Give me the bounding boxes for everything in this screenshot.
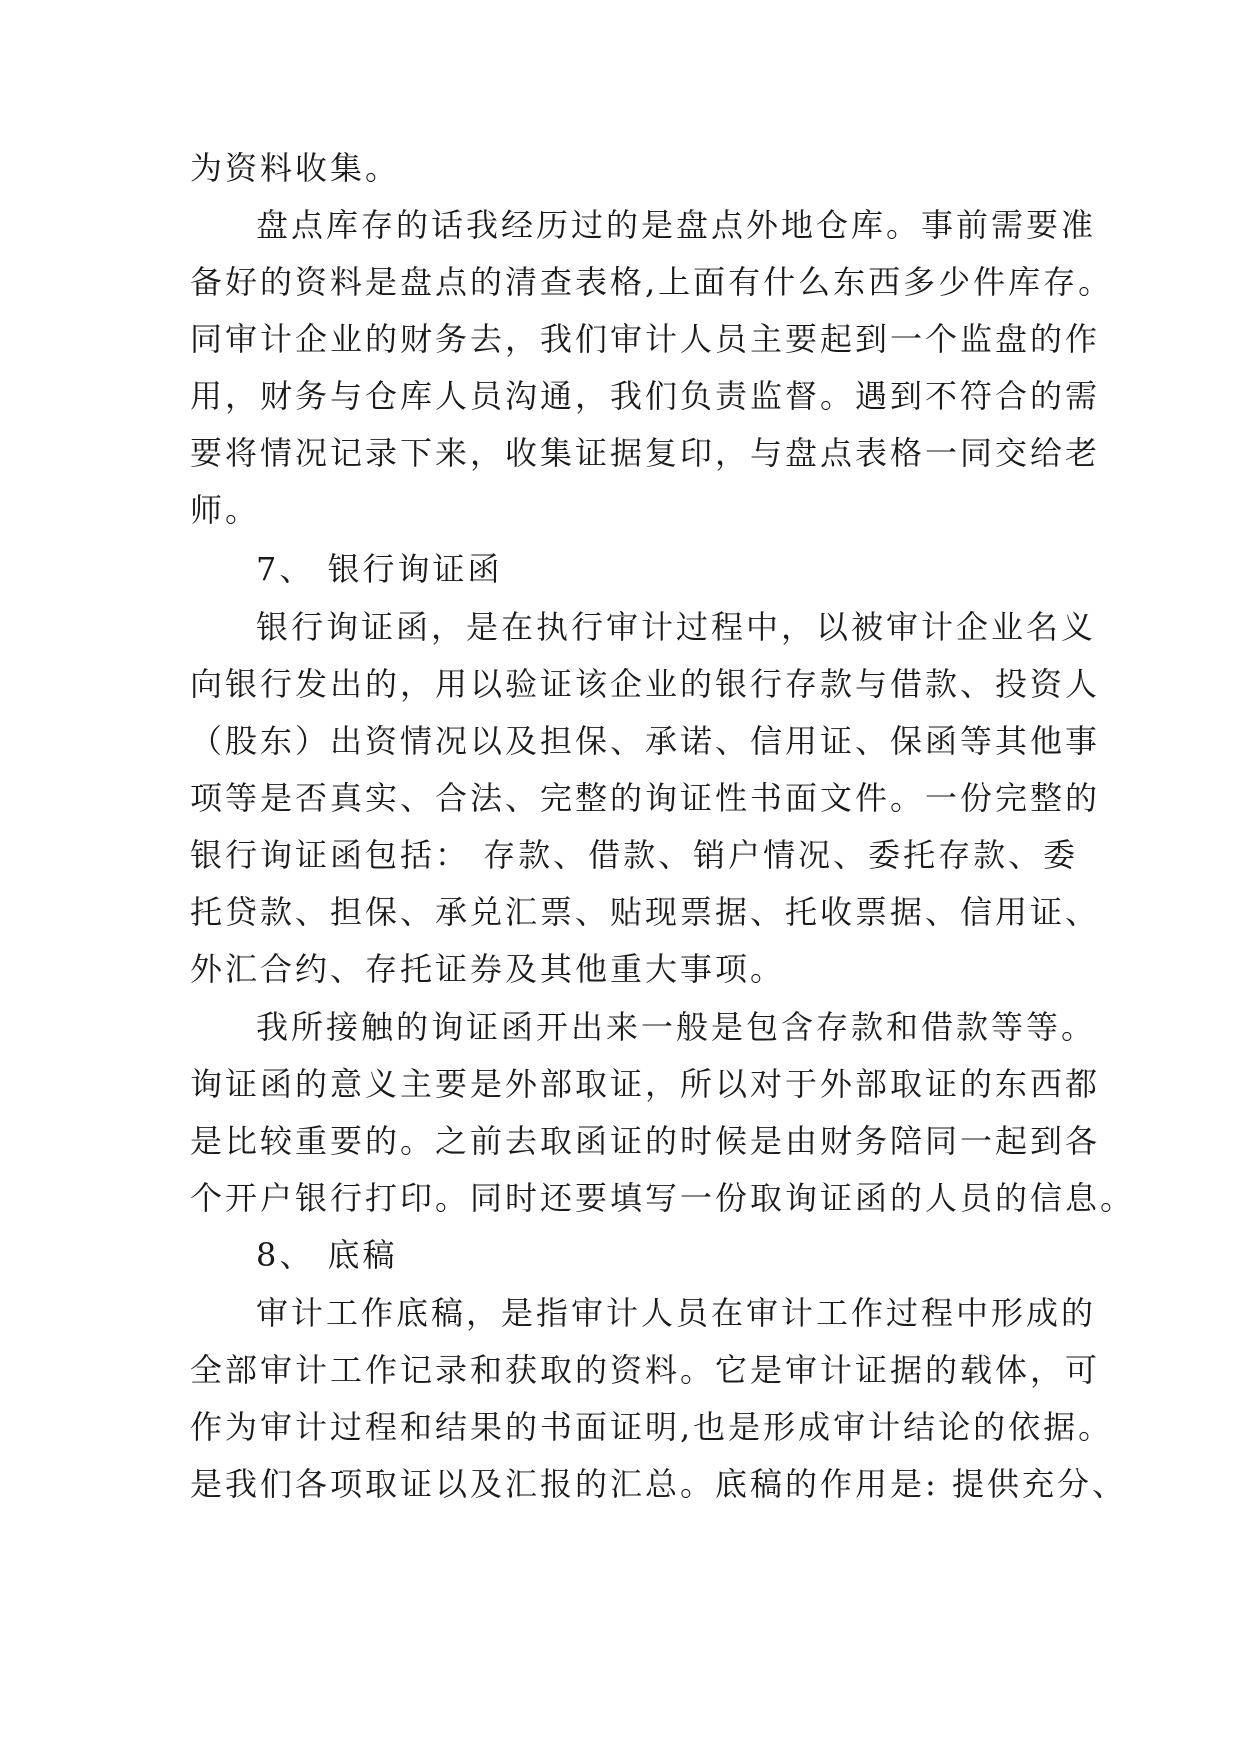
- text-line: 作为审计过程和结果的书面证明,也是形成审计结论的依据。: [190, 1408, 1114, 1446]
- text-line: 个开户银行打印。同时还要填写一份取询证函的人员的信息。: [190, 1179, 1136, 1217]
- paragraph-start: 我所接触的询证函开出来一般是包含存款和借款等等。: [256, 1008, 1097, 1046]
- text-line: 师。: [190, 491, 261, 529]
- text-line: （股东）出资情况以及担保、承诺、信用证、保函等其他事: [190, 722, 1101, 760]
- paragraph-start: 盘点库存的话我经历过的是盘点外地仓库。事前需要准: [256, 206, 1097, 244]
- section-heading-7: 7、 银行询证函: [256, 550, 503, 588]
- text-line: 托贷款、担保、承兑汇票、贴现票据、托收票据、信用证、: [190, 893, 1101, 931]
- section-heading-8: 8、 底稿: [256, 1236, 398, 1274]
- text-line: 用，财务与仓库人员沟通，我们负责监督。遇到不符合的需: [190, 377, 1101, 415]
- text-line: 要将情况记录下来，收集证据复印，与盘点表格一同交给老: [190, 434, 1101, 472]
- text-line: 备好的资料是盘点的清查表格,上面有什么东西多少件库存。: [190, 263, 1114, 301]
- text-line: 是比较重要的。之前去取函证的时候是由财务陪同一起到各: [190, 1122, 1101, 1160]
- text-line: 同审计企业的财务去，我们审计人员主要起到一个监盘的作: [190, 320, 1101, 358]
- paragraph-start: 审计工作底稿，是指审计人员在审计工作过程中形成的: [256, 1294, 1097, 1332]
- text-line: 询证函的意义主要是外部取证，所以对于外部取证的东西都: [190, 1065, 1101, 1103]
- text-line: 是我们各项取证以及汇报的汇总。底稿的作用是: 提供充分、: [190, 1465, 1127, 1503]
- text-line: 向银行发出的，用以验证该企业的银行存款与借款、投资人: [190, 665, 1101, 703]
- text-line: 为资料收集。: [190, 149, 401, 187]
- text-line: 银行询证函包括： 存款、借款、销户情况、委托存款、委: [190, 836, 1079, 874]
- text-line: 外汇合约、存托证券及其他重大事项。: [190, 950, 786, 988]
- text-line: 项等是否真实、合法、完整的询证性书面文件。一份完整的: [190, 779, 1101, 817]
- paragraph-start: 银行询证函，是在执行审计过程中，以被审计企业名义: [256, 608, 1097, 646]
- text-line: 全部审计工作记录和获取的资料。它是审计证据的载体，可: [190, 1351, 1101, 1389]
